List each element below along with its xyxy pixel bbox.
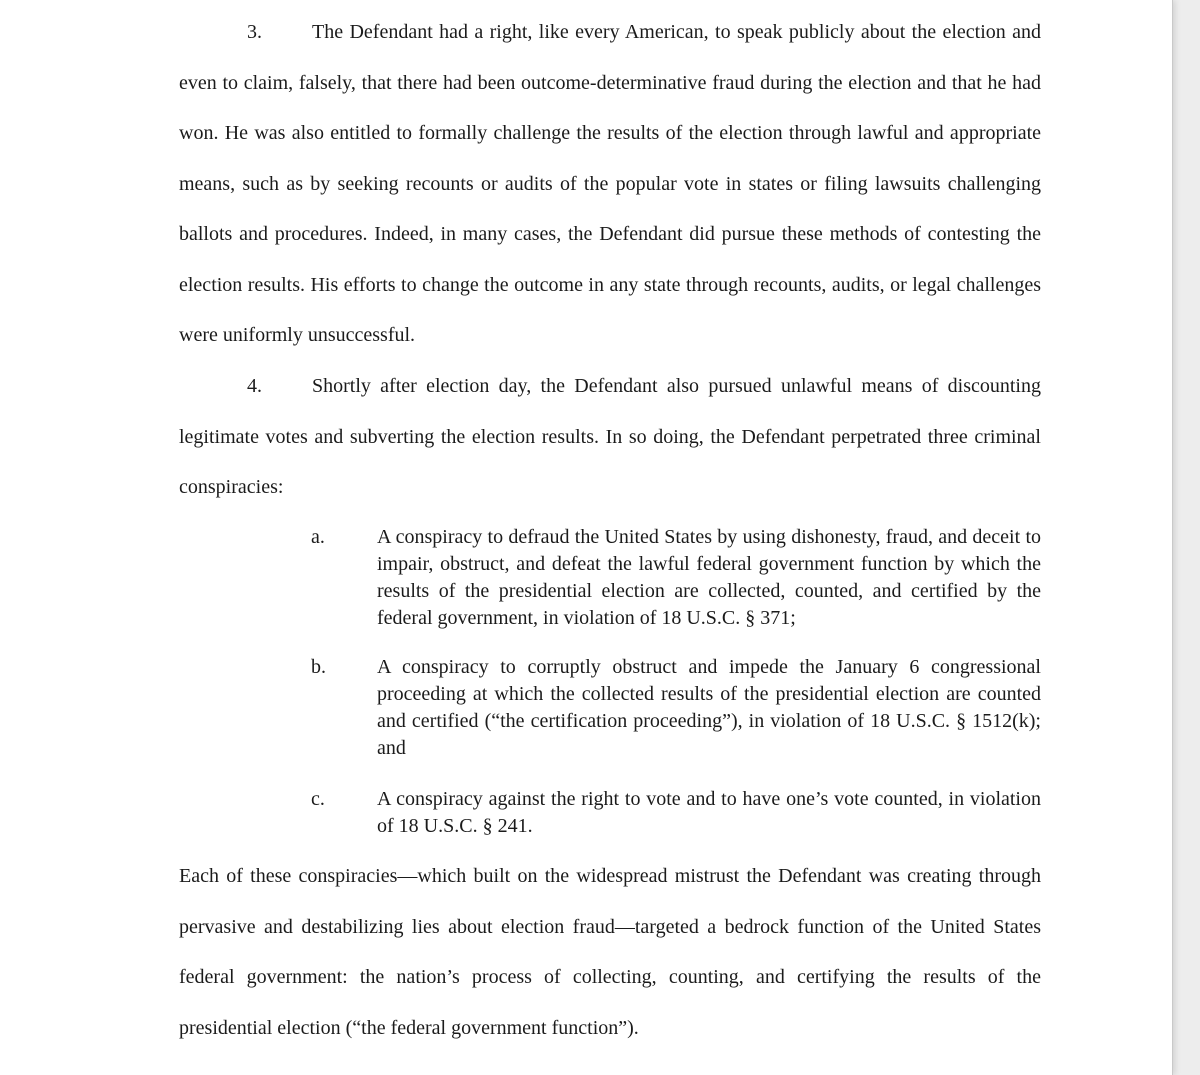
subitem-letter: c. xyxy=(311,788,325,810)
subitem-letter: a. xyxy=(311,526,325,548)
paragraph-3 xyxy=(179,7,1041,361)
subitem-text: A conspiracy against the right to vote and to have one’s vote counted, in violation of 18 U.S.C. § 241. xyxy=(377,788,1041,837)
paragraph-number: 3. xyxy=(247,21,262,43)
paragraph-4 xyxy=(179,361,1041,513)
paragraph-number: 4. xyxy=(247,375,262,397)
paragraph-text: Shortly after election day, the Defendant also pursued unlawful means of discounting legitimate votes and subverting the election results. In so doing, the Defendant perpetrated three criminal conspiracies: xyxy=(179,375,1041,498)
subitem-text: A conspiracy to defraud the United States by using dishonesty, fraud, and deceit to impair, obstruct, and defeat the lawful federal government function by which the results of the presidential election are collected, counted, and certified by the federal government, in violation of 18 U.S.C. § 371; xyxy=(377,526,1041,629)
subitem-letter: b. xyxy=(311,656,326,678)
subitem-text: A conspiracy to corruptly obstruct and impede the January 6 congressional proceeding at which the collected results of the presidential election are counted and certified (“the certification proceeding”), in violation of 18 U.S.C. § 1512(k); and xyxy=(377,656,1041,759)
paragraph-text: The Defendant had a right, like every American, to speak publicly about the election and even to claim, falsely, that there had been outcome-determinative fraud during the election and that he had won. He was also entitled to formally challenge the results of the election through lawful and appropriate means, such as by seeking recounts or audits of the popular vote in states or filing lawsuits challenging ballots and procedures. Indeed, in many cases, the Defendant did pursue these methods of contesting the election results. His efforts to change the outcome in any state through recounts, audits, or legal challenges were uniformly unsuccessful. xyxy=(179,21,1041,346)
closing-paragraph: Each of these conspiracies—which built on the widespread mistrust the Defendant was creating through pervasive and destabilizing lies about election fraud—targeted a bedrock function of the United States federal government: the nation’s process of collecting, counting, and certifying the results of the presidential election (“the federal government function”). xyxy=(179,865,1041,1039)
